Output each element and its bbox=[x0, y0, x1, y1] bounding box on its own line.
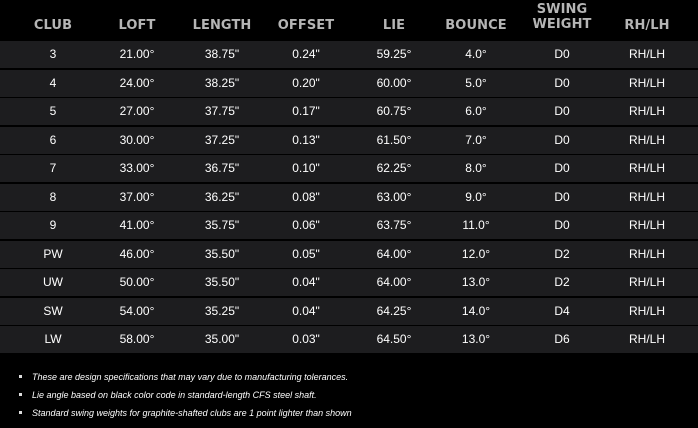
cell-bounce: 4.0° bbox=[465, 47, 487, 61]
cell-club: 9 bbox=[49, 218, 57, 232]
table-row bbox=[0, 212, 698, 239]
cell-lie: 61.50° bbox=[376, 132, 412, 147]
cell-offset: 0.17" bbox=[292, 104, 320, 118]
cell-loft: 30.00° bbox=[119, 132, 155, 147]
cell-swing-weight: D4 bbox=[554, 303, 570, 318]
table-row bbox=[0, 98, 698, 125]
cell-swing-weight: D0 bbox=[554, 75, 570, 90]
cell-length: 37.25" bbox=[204, 132, 240, 147]
note-text: Lie angle based on black color code in standard-length CFS steel shaft. bbox=[32, 390, 317, 400]
cell-lie: 60.00° bbox=[376, 75, 412, 90]
table-row bbox=[0, 184, 698, 211]
cell-offset: 0.05" bbox=[292, 246, 320, 261]
column-header-hand bbox=[602, 18, 692, 33]
column-header-text: OFFSET bbox=[277, 18, 335, 33]
cell-length: 38.75" bbox=[204, 47, 240, 61]
table-row bbox=[0, 269, 698, 296]
cell-swing-weight: D0 bbox=[554, 189, 570, 204]
note-item bbox=[0, 406, 698, 420]
cell-hand: RH/LH bbox=[628, 303, 665, 318]
cell-club: 4 bbox=[49, 75, 57, 90]
cell-bounce: 9.0° bbox=[465, 189, 487, 204]
cell-bounce: 6.0° bbox=[465, 104, 487, 118]
table-header bbox=[0, 0, 698, 42]
cell-club: 7 bbox=[49, 161, 57, 175]
cell-hand: RH/LH bbox=[628, 218, 665, 232]
cell-hand: RH/LH bbox=[628, 161, 665, 175]
cell-club: UW bbox=[43, 275, 63, 289]
cell-hand: RH/LH bbox=[628, 246, 665, 261]
column-header-text: SWING bbox=[536, 2, 588, 17]
cell-offset: 0.13" bbox=[292, 132, 320, 147]
cell-loft: 27.00° bbox=[119, 104, 155, 118]
column-header-text: LOFT bbox=[118, 18, 156, 33]
column-header-lie bbox=[349, 18, 439, 33]
cell-offset: 0.10" bbox=[292, 161, 320, 175]
cell-swing-weight: D0 bbox=[554, 47, 570, 61]
table-row bbox=[0, 70, 698, 97]
cell-hand: RH/LH bbox=[628, 75, 665, 90]
cell-offset: 0.04" bbox=[292, 275, 320, 289]
cell-offset: 0.24" bbox=[292, 47, 320, 61]
cell-hand: RH/LH bbox=[628, 189, 665, 204]
cell-club: PW bbox=[43, 246, 63, 261]
cell-lie: 64.25° bbox=[376, 303, 412, 318]
cell-swing-weight: D0 bbox=[554, 132, 570, 147]
cell-hand: RH/LH bbox=[628, 104, 665, 118]
cell-lie: 60.75° bbox=[376, 104, 412, 118]
cell-club: 3 bbox=[49, 47, 57, 61]
cell-swing-weight: D6 bbox=[554, 332, 570, 346]
cell-swing-weight: D0 bbox=[554, 218, 570, 232]
cell-lie: 64.50° bbox=[376, 332, 412, 346]
column-header-swing-weight bbox=[517, 2, 607, 32]
table-row bbox=[0, 241, 698, 268]
note-item bbox=[0, 388, 698, 402]
bullet-icon bbox=[19, 393, 22, 396]
column-header-text: LIE bbox=[382, 18, 406, 33]
cell-lie: 62.25° bbox=[376, 161, 412, 175]
cell-hand: RH/LH bbox=[628, 132, 665, 147]
cell-offset: 0.20" bbox=[292, 75, 320, 90]
cell-loft: 46.00° bbox=[119, 246, 155, 261]
cell-lie: 63.00° bbox=[376, 189, 412, 204]
cell-offset: 0.03" bbox=[292, 332, 320, 346]
cell-length: 35.25" bbox=[204, 303, 240, 318]
column-header-bounce bbox=[431, 18, 521, 33]
note-item bbox=[0, 370, 698, 384]
cell-club: 8 bbox=[49, 189, 57, 204]
column-header-text: LENGTH bbox=[192, 18, 252, 33]
cell-loft: 33.00° bbox=[119, 161, 155, 175]
cell-length: 37.75" bbox=[204, 104, 240, 118]
cell-length: 35.00" bbox=[204, 332, 240, 346]
table-row bbox=[0, 326, 698, 353]
column-header-club bbox=[8, 18, 98, 33]
cell-lie: 59.25° bbox=[376, 47, 412, 61]
column-header-text: WEIGHT bbox=[532, 17, 592, 32]
cell-club: SW bbox=[43, 303, 63, 318]
cell-length: 35.50" bbox=[204, 275, 240, 289]
cell-bounce: 7.0° bbox=[465, 132, 487, 147]
cell-bounce: 8.0° bbox=[465, 161, 487, 175]
cell-bounce: 5.0° bbox=[465, 75, 487, 90]
cell-length: 36.25" bbox=[204, 189, 240, 204]
note-text: These are design specifications that may vary due to manufacturing tolerances. bbox=[32, 372, 349, 382]
cell-bounce: 12.0° bbox=[461, 246, 491, 261]
cell-loft: 24.00° bbox=[119, 75, 155, 90]
cell-length: 35.75" bbox=[204, 218, 240, 232]
cell-lie: 64.00° bbox=[376, 275, 412, 289]
column-header-text: RH/LH bbox=[624, 18, 670, 33]
cell-swing-weight: D2 bbox=[554, 275, 570, 289]
cell-lie: 63.75° bbox=[376, 218, 412, 232]
cell-bounce: 13.0° bbox=[461, 275, 491, 289]
cell-loft: 41.00° bbox=[119, 218, 155, 232]
cell-club: LW bbox=[44, 332, 62, 346]
cell-length: 38.25" bbox=[204, 75, 240, 90]
column-header-loft bbox=[92, 18, 182, 33]
cell-lie: 64.00° bbox=[376, 246, 412, 261]
cell-offset: 0.04" bbox=[292, 303, 320, 318]
bullet-icon bbox=[19, 375, 22, 378]
cell-loft: 37.00° bbox=[119, 189, 155, 204]
table-row bbox=[0, 298, 698, 325]
bullet-icon bbox=[19, 411, 22, 414]
table-row bbox=[0, 41, 698, 68]
table-row bbox=[0, 127, 698, 154]
cell-hand: RH/LH bbox=[628, 332, 665, 346]
cell-swing-weight: D0 bbox=[554, 161, 570, 175]
cell-offset: 0.06" bbox=[292, 218, 320, 232]
note-text: Standard swing weights for graphite-shafted clubs are 1 point lighter than shown bbox=[32, 408, 352, 418]
cell-bounce: 13.0° bbox=[461, 332, 491, 346]
cell-swing-weight: D0 bbox=[554, 104, 570, 118]
cell-club: 5 bbox=[49, 104, 57, 118]
cell-loft: 58.00° bbox=[119, 332, 155, 346]
cell-length: 36.75" bbox=[204, 161, 240, 175]
cell-loft: 50.00° bbox=[119, 275, 155, 289]
column-header-length bbox=[177, 18, 267, 33]
table-row bbox=[0, 155, 698, 182]
cell-club: 6 bbox=[49, 132, 57, 147]
column-header-text: BOUNCE bbox=[445, 18, 507, 33]
cell-loft: 54.00° bbox=[119, 303, 155, 318]
column-header-offset bbox=[261, 18, 351, 33]
column-header-text: CLUB bbox=[33, 18, 73, 33]
cell-swing-weight: D2 bbox=[554, 246, 570, 261]
cell-loft: 21.00° bbox=[119, 47, 155, 61]
cell-hand: RH/LH bbox=[628, 47, 665, 61]
cell-offset: 0.08" bbox=[292, 189, 320, 204]
cell-bounce: 11.0° bbox=[462, 218, 490, 232]
cell-length: 35.50" bbox=[204, 246, 240, 261]
cell-hand: RH/LH bbox=[628, 275, 665, 289]
cell-bounce: 14.0° bbox=[461, 303, 491, 318]
